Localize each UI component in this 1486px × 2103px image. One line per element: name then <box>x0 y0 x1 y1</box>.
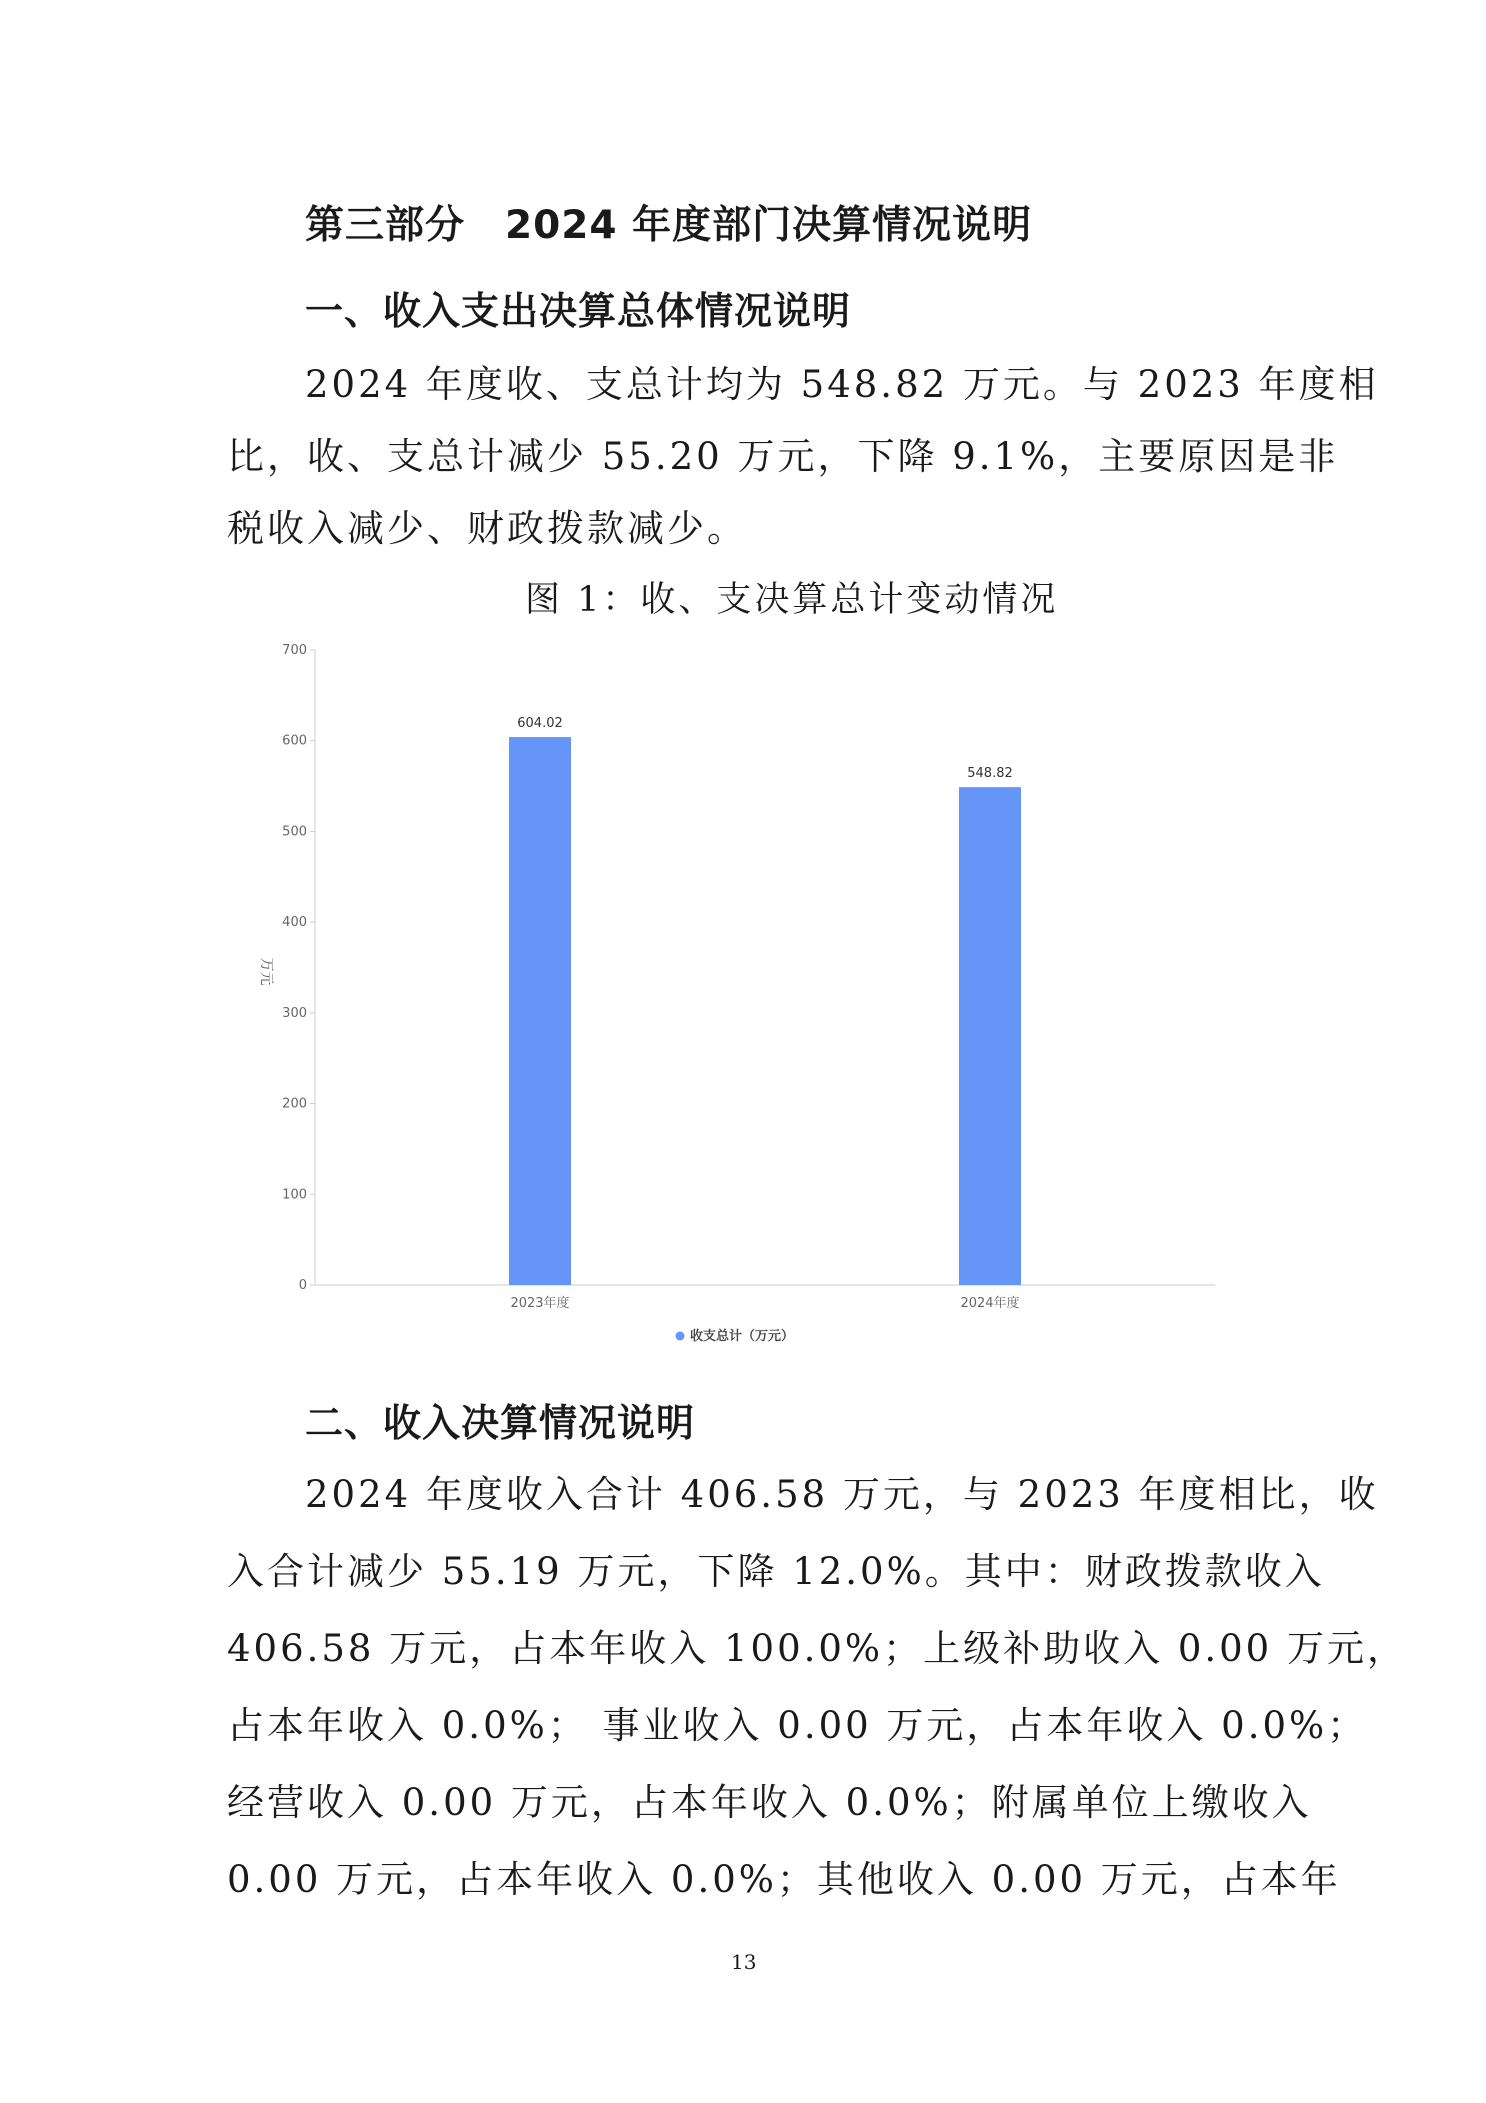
legend-swatch <box>676 1332 685 1341</box>
y-tick-label: 100 <box>282 1187 307 1203</box>
page-number: 13 <box>731 1950 757 1974</box>
y-tick-label: 600 <box>282 733 307 749</box>
section2-line-3: 406.58 万元，占本年收入 100.0%；上级补助收入 0.00 万元， <box>227 1627 1407 1670</box>
x-axis-labels <box>510 1295 1019 1311</box>
section1-line-3: 税收入减少、财政拨款减少。 <box>227 507 747 550</box>
bar-data-label: 604.02 <box>517 716 563 732</box>
bars <box>509 716 1021 1285</box>
y-tick-label: 200 <box>282 1096 307 1112</box>
y-tick-label: 300 <box>282 1005 307 1021</box>
section2-line-1: 2024 年度收入合计 406.58 万元，与 2023 年度相比，收 <box>305 1473 1379 1516</box>
bar-2023年度 <box>509 737 571 1285</box>
bar-data-label: 548.82 <box>967 766 1013 782</box>
y-tick-label: 700 <box>282 643 307 658</box>
section2-line-6: 0.00 万元，占本年收入 0.0%；其他收入 0.00 万元，占本年 <box>227 1858 1341 1901</box>
section1-heading: 一、收入支出决算总体情况说明 <box>305 289 852 333</box>
section2-line-2: 入合计减少 55.19 万元，下降 12.0%。其中：财政拨款收入 <box>227 1550 1325 1593</box>
bar-chart <box>240 640 1240 1360</box>
figure-caption: 图 1：收、支决算总计变动情况 <box>525 580 1059 620</box>
y-tick-label: 400 <box>282 915 307 931</box>
y-tick-label: 0 <box>298 1278 307 1293</box>
section1-line-2: 比，收、支总计减少 55.20 万元，下降 9.1%，主要原因是非 <box>227 435 1339 478</box>
section2-line-5: 经营收入 0.00 万元，占本年收入 0.0%；附属单位上缴收入 <box>227 1781 1312 1824</box>
part-heading: 第三部分 2024 年度部门决算情况说明 <box>305 203 1033 248</box>
section1-line-1: 2024 年度收、支总计均为 548.82 万元。与 2023 年度相 <box>305 363 1379 406</box>
y-axis-label: 万元 <box>258 957 274 986</box>
y-axis <box>282 643 1215 1293</box>
legend-label: 收支总计（万元） <box>690 1329 795 1344</box>
y-tick-label: 500 <box>282 824 307 840</box>
legend <box>676 1328 795 1344</box>
x-tick-label: 2024年度 <box>960 1296 1020 1311</box>
x-tick-label: 2023年度 <box>510 1296 570 1311</box>
section2-heading: 二、收入决算情况说明 <box>305 1401 696 1445</box>
section2-line-4: 占本年收入 0.0%； 事业收入 0.00 万元，占本年收入 0.0%； <box>227 1704 1368 1747</box>
bar-2024年度 <box>959 787 1021 1285</box>
